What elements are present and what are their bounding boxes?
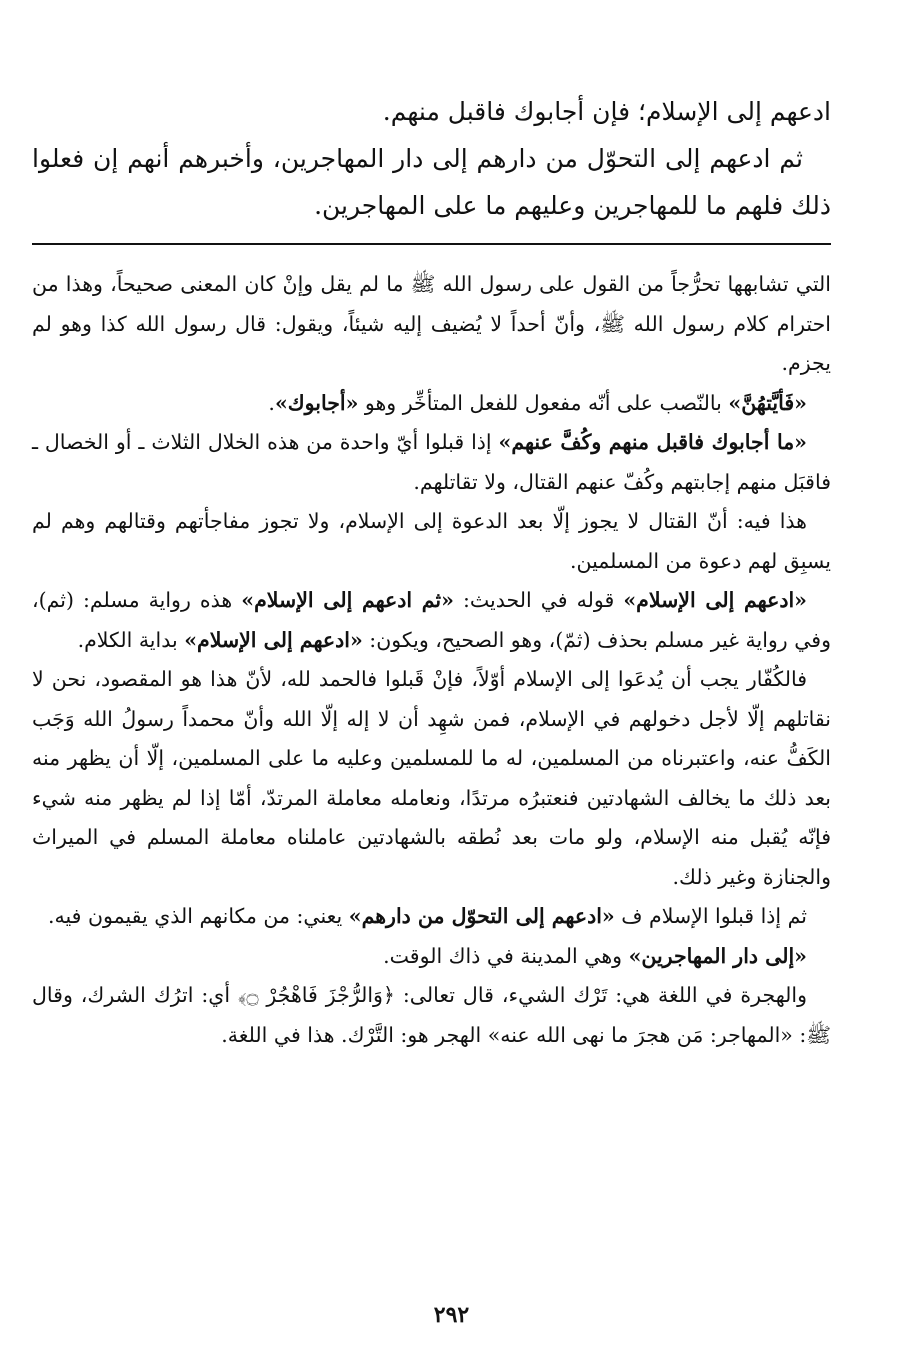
separator-rule	[32, 243, 831, 245]
paragraph-text: ثم إذا قبلوا الإسلام ف	[614, 904, 807, 928]
quoted-term: «إلى دار المهاجرين»	[628, 943, 807, 968]
commentary-paragraph-4: هذا فيه: أنّ القتال لا يجوز إلّا بعد الدعوة إلى الإسلام، ولا تجوز مفاجأتهم وقتالهم وهم لم يسبِق لهم دعوة من المسلمين.	[32, 509, 831, 573]
hadith-text	[32, 88, 831, 229]
commentary-paragraph-1: التي تشابهها تحرُّجاً من القول على رسول الله ﷺ ما لم يقل وإنْ كان المعنى صحيحاً، وهذا من احترام كلام رسول الله ﷺ، وأنّ أحداً لا يُضيف إليه شيئاً، ويقول: قال رسول الله كذا وهو لم يجزم.	[32, 272, 831, 375]
paragraph-text: .	[268, 390, 275, 415]
hadith-line-2: ثم ادعهم إلى التحوّل من دارهم إلى دار المهاجرين، وأخبرهم أنهم إن فعلوا ذلك فلهم ما للمهاجرين وعليهم ما على المهاجرين.	[32, 144, 831, 220]
paragraph-text: بالنّصب على أنّه مفعول للفعل المتأخِّر وهو	[358, 390, 729, 415]
commentary-paragraph-3	[32, 423, 831, 502]
paragraph-text: قوله في الحديث:	[453, 588, 624, 612]
quoted-term: «فَأيَّتهُنَّ»	[728, 390, 807, 415]
commentary-paragraph-6: فالكُفّار يجب أن يُدعَوا إلى الإسلام أوّلاً، فإنْ قَبلوا فالحمد لله، لأنّ هذا هو المقصود، نحن لا نقاتلهم إلّا لأجل دخولهم في الإسلام، فمن شهِد أن لا إله إلّا الله وأنّ محمداً رسولُ الله وَجَب الكَفُّ عنه، واعتبرناه من المسلمين، له ما للمسلمين وعليه ما على المسلمين، إلّا أن يظهر منه بعد ذلك ما يخالف الشهادتين فنعتبرُه مرتدًا، ونعامله معاملة المرتدّ، أمّا إذا لم يظهر منه شيء فإنّه يُقبل منه الإسلام، ولو مات بعد نُطقه بالشهادتين عاملناه معاملة المسلم في الميراث والجنازة وغير ذلك.	[32, 667, 831, 889]
hadith-line-1: ادعهم إلى الإسلام؛ فإن أجابوك فاقبل منهم.	[382, 97, 831, 126]
commentary-paragraph-9: والهجرة في اللغة هي: تَرْك الشيء، قال تعالى: ﴿وَالرُّجْزَ فَاهْجُرْ ۝﴾ أي: اترُك الشرك، وقال ﷺ: «المهاجر: مَن هجرَ ما نهى الله عنه» الهجر هو: التَّرْك. هذا في اللغة.	[32, 983, 831, 1047]
quoted-term: «أجابوك»	[274, 390, 359, 415]
quoted-term: «ادعهم إلى الإسلام»	[184, 627, 363, 652]
quoted-term: «ما أجابوك فاقبل منهم وكُفَّ عنهم»	[498, 430, 807, 454]
quoted-term: «ادعهم إلى الإسلام»	[623, 588, 807, 612]
paragraph-text: هذه رواية مسلم: (ثم)، وفي رواية غير مسلم بحذف (ثمّ)، وهو الصحيح، ويكون:	[32, 588, 831, 652]
paragraph-text: يعني: من مكانهم الذي يقيمون فيه.	[47, 904, 349, 928]
quoted-term: «ثم ادعهم إلى الإسلام»	[241, 588, 454, 612]
commentary-paragraph-5	[32, 581, 831, 660]
page-number: ٢٩٢	[433, 1302, 470, 1328]
commentary-paragraph-8	[32, 937, 831, 977]
commentary-paragraph-7	[32, 897, 831, 937]
paragraph-text: إذا قبلوا أيّ واحدة من هذه الخلال الثلاث ـ أو الخصال ـ فاقبَل منهم إجابتهم وكُفّ عنهم القتال، ولا تقاتلهم.	[32, 430, 831, 494]
paragraph-text: بداية الكلام.	[77, 627, 185, 652]
commentary	[32, 265, 831, 1055]
paragraph-text: وهي المدينة في ذاك الوقت.	[383, 943, 629, 968]
commentary-paragraph-2	[32, 384, 831, 424]
quoted-term: «ادعهم إلى التحوّل من دارهم»	[348, 904, 615, 928]
